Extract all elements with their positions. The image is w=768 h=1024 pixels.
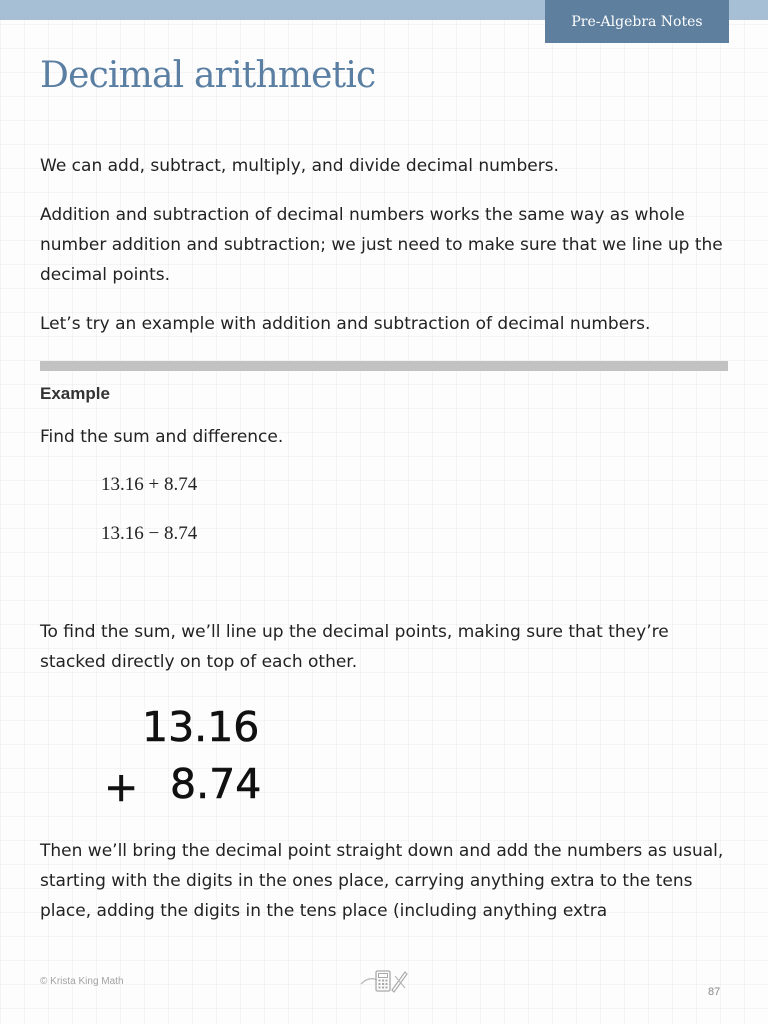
example-expression-difference: 13.16 − 8.74 (101, 523, 198, 544)
handwritten-addition (100, 698, 270, 813)
solution-paragraph-1: To find the sum, we’ll line up the decimal points, making sure that they’re stacked directly on top of each other. (40, 622, 669, 672)
page-number: 87 (708, 986, 721, 998)
page-title: Decimal arithmetic (40, 55, 376, 96)
handwritten-line-1: 13.16 (142, 703, 260, 751)
intro-paragraph-1: We can add, subtract, multiply, and divide decimal numbers. (40, 156, 559, 176)
header-tab-label: Pre-Algebra Notes (571, 13, 703, 30)
handwritten-line-2: 8.74 (170, 760, 262, 808)
example-prompt: Find the sum and difference. (40, 427, 284, 447)
solution-paragraph-2: Then we’ll bring the decimal point straight down and add the numbers as usual, starting with the digits in the ones place, carrying anything extra to the tens place, adding the digits in the tens place (including anything extra (40, 841, 724, 921)
example-heading: Example (40, 384, 110, 403)
handwritten-plus-sign: + (104, 763, 139, 811)
header-tab (545, 0, 729, 43)
footer-copyright: © Krista King Math (40, 976, 124, 987)
intro-paragraph-3: Let’s try an example with addition and subtraction of decimal numbers. (40, 314, 651, 334)
example-expression-sum: 13.16 + 8.74 (101, 474, 198, 495)
intro-paragraph-2: Addition and subtraction of decimal numbers works the same way as whole number addition and subtraction; we just need to make sure that we line up the decimal points. (40, 205, 723, 285)
calculator-pencil-icon (359, 966, 409, 996)
section-divider (40, 361, 728, 371)
